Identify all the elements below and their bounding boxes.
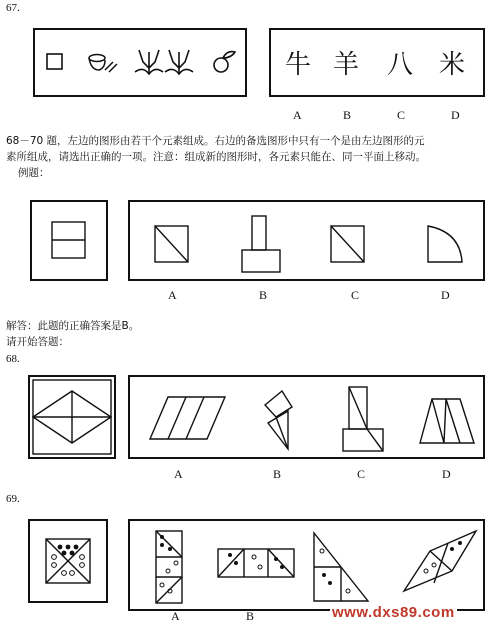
example-left-panel [30,200,108,281]
instructions-line-2: 素所组成，请选出正确的一项。注意：组成新的图形时，各元素只能在、同一平面上移动。 [6,151,426,163]
bowl-symbol [89,55,117,73]
q69-label-b: B [246,609,255,623]
example-options-figure [130,202,487,283]
q67-label-d: D [451,108,460,122]
q68-left-figure [30,377,118,461]
example-label-b: B [259,288,268,302]
q67-char-d: 米 [439,50,466,80]
example-label-d: D [441,288,450,302]
q67-label-a: A [293,108,302,122]
q67-char-b: 羊 [333,50,360,80]
instructions-line-1: 68－70 题，左边的图形由若干个元素组成。右边的备选图形中只有一个是由左边图形的元 [6,135,425,147]
question-number-67: 67. [6,2,20,14]
q68-label-a: A [174,467,183,481]
circle-leaf-symbol [214,52,235,72]
q67-left-panel [33,28,247,97]
q67-right-panel [269,28,485,97]
q69-right-panel [128,519,485,611]
example-label-a: A [168,288,177,302]
q68-right-panel [128,375,485,459]
example-answer: 解答：此题的正确答案是B。 [6,320,140,332]
example-left-figure [32,202,110,283]
q69-left-panel [28,519,108,603]
question-number-69: 69. [6,493,20,505]
q67-label-c: C [397,108,406,122]
start-answering: 请开始答题： [6,336,69,348]
q67-label-b: B [343,108,352,122]
q67-symbols [35,30,249,99]
square-symbol [47,54,62,69]
q68-label-d: D [442,467,451,481]
example-right-panel [128,200,485,281]
q68-left-panel [28,375,116,459]
example-label-c: C [351,288,360,302]
question-number-68: 68. [6,353,20,365]
q67-char-c: 八 [387,50,414,80]
plant-symbol-2 [165,50,193,74]
watermark: www.dxs89.com [332,604,455,621]
q69-options-figure [130,521,487,613]
q68-label-b: B [273,467,282,481]
q68-label-c: C [357,467,366,481]
q69-left-figure [30,521,110,605]
plant-symbol-1 [135,50,163,74]
q67-char-a: 牛 [285,50,312,80]
q69-label-a: A [171,609,180,623]
q68-options-figure [130,377,487,461]
example-label: 例题： [18,167,50,179]
